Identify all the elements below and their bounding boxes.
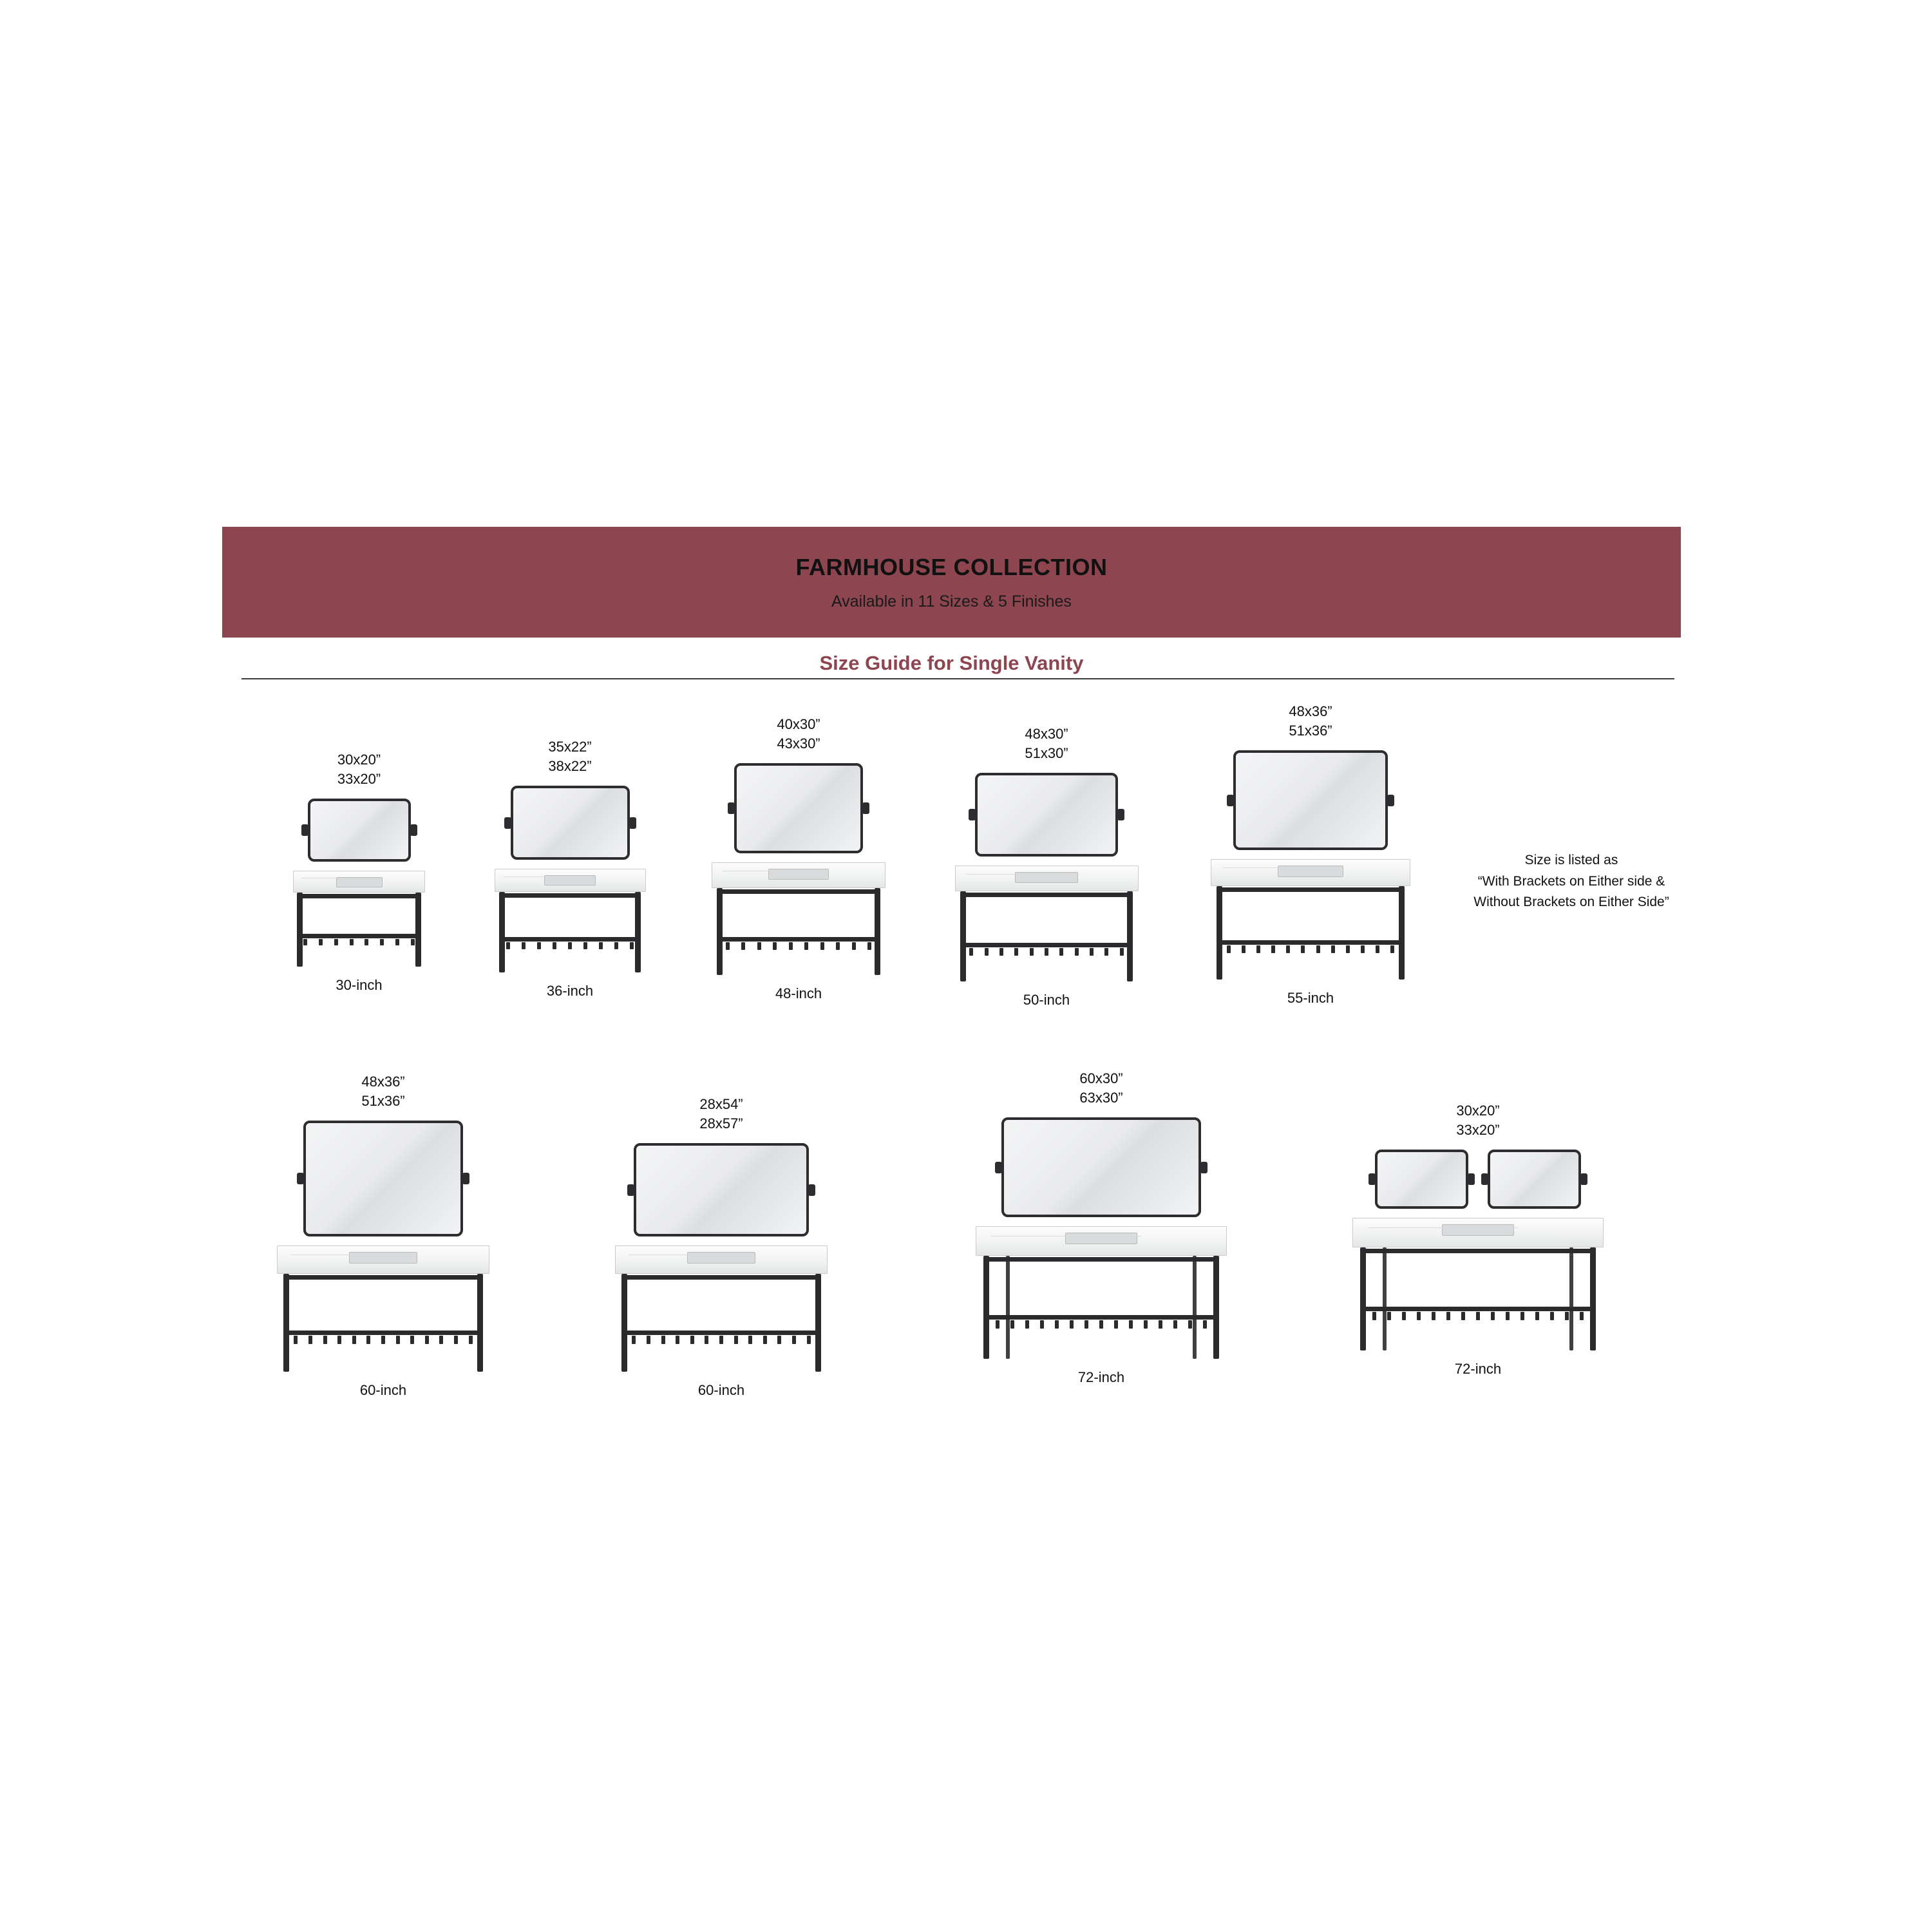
mirror-bracket-left-icon <box>969 809 976 820</box>
shelf-slat <box>804 942 808 950</box>
sink-basin <box>336 877 383 887</box>
shelf-slat <box>308 1336 312 1344</box>
vanity-icon <box>615 1245 828 1372</box>
vanity-caption: 48-inch <box>775 985 822 1002</box>
shelf-slat <box>1173 1320 1177 1329</box>
vanity-caption: 72-inch <box>1454 1361 1502 1378</box>
shelf-slat <box>757 942 761 950</box>
shelf-slat <box>1188 1320 1192 1329</box>
shelf-slat <box>969 948 973 956</box>
vanity-leg-right <box>1399 886 1405 980</box>
vanity-unit-55-inch <box>1195 702 1426 1007</box>
shelf-slat <box>999 948 1003 956</box>
mirror-size-without-brackets: 51x36” <box>361 1092 405 1109</box>
vanity-unit-48-inch <box>692 715 905 1002</box>
vanity-rail-shelf <box>1360 1307 1596 1311</box>
countertop <box>955 866 1139 891</box>
vanity-icon <box>1352 1218 1604 1350</box>
mirror-row <box>734 763 863 853</box>
shelf-slat <box>632 1336 636 1344</box>
shelf-slat <box>1331 945 1335 953</box>
shelf-slat <box>381 1336 385 1344</box>
shelf-slat <box>1045 948 1048 956</box>
mirror-bracket-left-icon <box>301 824 308 836</box>
mirror-bracket-left-icon <box>297 1173 304 1184</box>
header-band <box>222 527 1681 638</box>
mirror-size-without-brackets: 51x30” <box>1025 744 1068 761</box>
shelf-slat <box>1014 948 1018 956</box>
shelf-slat <box>1159 1320 1162 1329</box>
mirror-bracket-right-icon <box>1117 809 1124 820</box>
shelf-slat <box>395 939 399 945</box>
mirror-icon <box>1375 1150 1468 1209</box>
vanity-shelf-slats <box>506 942 633 949</box>
mirror-bracket-left-icon <box>627 1184 634 1196</box>
vanity-rail-shelf <box>960 943 1133 947</box>
vanity-frame <box>976 1256 1227 1359</box>
vanity-leg-left <box>1217 886 1222 980</box>
vanity-leg-left <box>1360 1247 1366 1350</box>
shelf-slat <box>454 1336 458 1344</box>
shelf-slat <box>1059 948 1063 956</box>
vanity-shelf-slats <box>996 1320 1207 1329</box>
mirror-bracket-left-icon <box>1481 1173 1488 1185</box>
mirror-bracket-right-icon <box>1580 1173 1587 1185</box>
shelf-slat <box>568 942 572 949</box>
shelf-slat <box>1055 1320 1059 1329</box>
shelf-slat <box>1402 1312 1406 1320</box>
vanity-frame <box>1211 886 1410 980</box>
mirror-bracket-right-icon <box>629 817 636 829</box>
size-note-line-2: “With Brackets on Either side & <box>1477 873 1665 889</box>
mirror-size-label <box>777 715 820 753</box>
vanity-leg-left <box>621 1274 627 1372</box>
vanity-caption: 60-inch <box>359 1382 407 1399</box>
mirror-size-label <box>548 737 591 775</box>
mirror-assembly <box>734 763 863 853</box>
shelf-slat <box>323 1336 327 1344</box>
shelf-slat <box>807 1336 811 1344</box>
shelf-slat <box>1580 1312 1584 1320</box>
shelf-slat <box>836 942 840 950</box>
shelf-slat <box>1565 1312 1569 1320</box>
vanity-leg-inner-left <box>1383 1247 1387 1350</box>
mirror-assembly <box>1233 750 1388 850</box>
vanity-caption: 60-inch <box>697 1382 745 1399</box>
shelf-slat <box>425 1336 429 1344</box>
guide-title-wrap <box>222 638 1681 675</box>
shelf-slat <box>820 942 824 950</box>
vanity-caption: 30-inch <box>336 977 383 994</box>
mirror-size-without-brackets: 33x20” <box>337 770 381 787</box>
countertop <box>712 862 886 888</box>
mirror-assembly-right <box>1488 1150 1581 1209</box>
sink-basin <box>768 869 829 880</box>
mirror-size-label <box>699 1095 743 1133</box>
vanity-rail-shelf <box>297 934 421 938</box>
shelf-slat <box>410 1336 414 1344</box>
header-divider <box>242 678 1674 679</box>
shelf-slat <box>1372 1312 1376 1320</box>
vanity-icon <box>277 1245 489 1372</box>
mirror-size-with-brackets: 30x20” <box>337 752 381 768</box>
shelf-slat <box>294 1336 298 1344</box>
countertop <box>293 871 425 893</box>
shelf-slat <box>583 942 587 949</box>
vanity-caption: 50-inch <box>1023 992 1070 1009</box>
mirror-icon <box>308 799 411 862</box>
mirror-size-without-brackets: 38x22” <box>548 757 592 774</box>
vanity-icon <box>712 862 886 975</box>
header-subtitle: Available in 11 Sizes & 5 Finishes <box>831 592 1072 611</box>
shelf-slat <box>985 948 989 956</box>
mirror-row <box>303 1121 463 1236</box>
mirror-size-with-brackets: 40x30” <box>777 716 820 732</box>
shelf-slat <box>1387 1312 1391 1320</box>
shelf-slat <box>726 942 730 950</box>
mirror-row <box>308 799 411 862</box>
mirror-row <box>1001 1117 1201 1217</box>
mirror-size-label <box>337 750 381 788</box>
mirror-bracket-left-icon <box>1227 795 1234 806</box>
vanity-unit-50-inch <box>937 724 1156 1009</box>
mirror-assembly <box>634 1143 809 1236</box>
shelf-slat <box>1432 1312 1435 1320</box>
mirror-icon <box>1001 1117 1201 1217</box>
shelf-slat <box>1227 945 1231 953</box>
vanity-frame <box>955 891 1139 981</box>
shelf-slat <box>1346 945 1350 953</box>
vanity-rail-top <box>1360 1249 1596 1253</box>
mirror-icon <box>1488 1150 1581 1209</box>
mirror-size-with-brackets: 28x54” <box>699 1096 743 1112</box>
vanity-frame <box>615 1274 828 1372</box>
vanity-shelf-slats <box>294 1336 472 1344</box>
shelf-slat <box>676 1336 679 1344</box>
shelf-slat <box>537 942 541 949</box>
vanity-unit-72-inch-a <box>963 1069 1240 1386</box>
vanity-rail-top <box>297 894 421 898</box>
mirror-size-label <box>1289 702 1332 740</box>
shelf-slat <box>1286 945 1290 953</box>
shelf-slat <box>1476 1312 1480 1320</box>
shelf-slat <box>719 1336 723 1344</box>
mirror-bracket-left-icon <box>728 802 735 814</box>
vanity-leg-left <box>297 893 303 967</box>
shelf-slat <box>789 942 793 950</box>
shelf-slat <box>1361 945 1365 953</box>
mirror-icon <box>975 773 1118 857</box>
shelf-slat <box>777 1336 781 1344</box>
shelf-slat <box>1491 1312 1495 1320</box>
countertop <box>277 1245 489 1274</box>
vanity-shelf-slats <box>1227 945 1394 953</box>
vanity-unit-60-inch-a <box>264 1072 502 1399</box>
shelf-slat <box>350 939 354 945</box>
sink-basin <box>1015 872 1078 883</box>
shelf-slat <box>1520 1312 1524 1320</box>
mirror-size-with-brackets: 48x36” <box>361 1074 405 1090</box>
mirror-icon <box>1233 750 1388 850</box>
shelf-slat <box>773 942 777 950</box>
vanity-leg-right <box>415 893 421 967</box>
shelf-slat <box>1203 1320 1207 1329</box>
sink-basin <box>1278 866 1343 877</box>
vanity-leg-left <box>983 1256 989 1359</box>
size-note <box>1420 850 1723 913</box>
sink-basin <box>349 1252 417 1264</box>
shelf-slat <box>439 1336 443 1344</box>
shelf-slat <box>1104 948 1108 956</box>
shelf-slat <box>365 939 368 945</box>
mirror-size-without-brackets: 28x57” <box>699 1115 743 1132</box>
shelf-slat <box>1390 945 1394 953</box>
shelf-slat <box>1025 1320 1029 1329</box>
shelf-slat <box>1506 1312 1510 1320</box>
size-guide-sheet <box>222 527 1681 675</box>
shelf-slat <box>996 1320 999 1329</box>
sink-basin <box>544 875 596 886</box>
shelf-slat <box>705 1336 708 1344</box>
shelf-slat <box>1271 945 1275 953</box>
vanity-rail-top <box>717 889 880 894</box>
vanity-leg-right <box>477 1274 483 1372</box>
shelf-slat <box>763 1336 767 1344</box>
mirror-size-with-brackets: 30x20” <box>1456 1103 1500 1119</box>
mirror-size-label <box>1025 724 1068 762</box>
vanity-icon <box>976 1226 1227 1359</box>
vanity-rail-shelf <box>717 937 880 942</box>
vanity-rail-shelf <box>983 1315 1220 1320</box>
mirror-row <box>975 773 1118 857</box>
mirror-size-label <box>1079 1069 1122 1107</box>
vanity-shelf-slats <box>969 948 1123 956</box>
shelf-slat <box>748 1336 752 1344</box>
shelf-slat <box>741 942 745 950</box>
sink-basin <box>687 1252 755 1264</box>
shelf-slat <box>792 1336 796 1344</box>
mirror-bracket-right-icon <box>1387 795 1394 806</box>
shelf-slat <box>1417 1312 1421 1320</box>
mirror-assembly-left <box>1375 1150 1468 1209</box>
mirror-row <box>1233 750 1388 850</box>
vanity-rail-top <box>621 1275 821 1280</box>
vanity-rail-top <box>499 893 641 898</box>
vanity-frame <box>277 1274 489 1372</box>
mirror-icon <box>734 763 863 853</box>
shelf-slat <box>1040 1320 1044 1329</box>
shelf-slat <box>522 942 526 949</box>
shelf-slat <box>690 1336 694 1344</box>
vanity-unit-72-inch-b <box>1340 1101 1616 1378</box>
mirror-size-label <box>361 1072 404 1110</box>
vanity-leg-right <box>635 892 641 972</box>
mirror-assembly <box>1001 1117 1201 1217</box>
vanity-rail-top <box>283 1275 483 1280</box>
vanity-shelf-slats <box>726 942 872 950</box>
sink-basin <box>1442 1224 1514 1236</box>
mirror-assembly <box>511 786 630 860</box>
vanity-leg-inner-left <box>1006 1256 1010 1359</box>
shelf-slat <box>396 1336 400 1344</box>
vanity-shelf-slats <box>632 1336 810 1344</box>
vanity-unit-60-inch-b <box>602 1095 840 1399</box>
shelf-slat <box>1256 945 1260 953</box>
vanity-shelf-slats <box>1372 1312 1584 1320</box>
mirror-bracket-right-icon <box>1468 1173 1475 1185</box>
mirror-size-with-brackets: 48x30” <box>1025 726 1068 742</box>
shelf-slat <box>506 942 510 949</box>
vanity-leg-left <box>717 888 723 975</box>
shelf-slat <box>553 942 556 949</box>
shelf-slat <box>1550 1312 1554 1320</box>
shelf-slat <box>630 942 634 949</box>
vanity-frame <box>293 893 425 967</box>
shelf-slat <box>1030 948 1034 956</box>
shelf-slat <box>1144 1320 1148 1329</box>
vanity-leg-left <box>499 892 505 972</box>
shelf-slat <box>1316 945 1320 953</box>
shelf-slat <box>867 942 871 950</box>
mirror-size-without-brackets: 51x36” <box>1289 722 1332 739</box>
mirror-row <box>511 786 630 860</box>
vanity-caption: 72-inch <box>1077 1369 1125 1386</box>
shelf-slat <box>380 939 384 945</box>
countertop <box>976 1226 1227 1256</box>
mirror-assembly <box>308 799 411 862</box>
shelf-slat <box>1090 948 1094 956</box>
vanity-icon <box>495 869 646 972</box>
vanity-leg-inner-right <box>1569 1247 1573 1350</box>
shelf-slat <box>1120 948 1124 956</box>
shelf-slat <box>647 1336 650 1344</box>
shelf-slat <box>1242 945 1245 953</box>
mirror-size-label <box>1456 1101 1499 1139</box>
vanity-leg-left <box>283 1274 289 1372</box>
shelf-slat <box>1376 945 1379 953</box>
vanity-unit-30-inch <box>277 750 441 994</box>
vanity-icon <box>1211 859 1410 980</box>
shelf-slat <box>661 1336 665 1344</box>
shelf-slat <box>337 1336 341 1344</box>
vanity-leg-left <box>960 891 966 981</box>
countertop <box>495 869 646 892</box>
countertop <box>1352 1218 1604 1247</box>
vanity-icon <box>955 866 1139 981</box>
vanity-caption: 55-inch <box>1287 990 1334 1007</box>
guide-title: Size Guide for Single Vanity <box>819 652 1084 674</box>
mirror-row <box>634 1143 809 1236</box>
countertop <box>1211 859 1410 886</box>
mirror-bracket-left-icon <box>1368 1173 1376 1185</box>
shelf-slat <box>469 1336 473 1344</box>
vanity-rail-shelf <box>621 1331 821 1335</box>
mirror-size-without-brackets: 33x20” <box>1456 1121 1500 1138</box>
mirror-row <box>1375 1150 1581 1209</box>
size-note-line-1: Size is listed as <box>1524 853 1618 867</box>
mirror-bracket-right-icon <box>410 824 417 836</box>
vanity-leg-right <box>875 888 880 975</box>
shelf-slat <box>303 939 307 945</box>
vanity-frame <box>712 888 886 975</box>
mirror-assembly <box>303 1121 463 1236</box>
vanity-shelf-slats <box>303 939 414 945</box>
shelf-slat <box>334 939 338 945</box>
shelf-slat <box>1129 1320 1133 1329</box>
vanity-leg-right <box>1590 1247 1596 1350</box>
vanity-leg-right <box>815 1274 821 1372</box>
shelf-slat <box>599 942 603 949</box>
shelf-slat <box>1070 1320 1074 1329</box>
shelf-slat <box>1099 1320 1103 1329</box>
mirror-icon <box>303 1121 463 1236</box>
vanity-rail-top <box>1217 887 1404 892</box>
vanity-caption: 36-inch <box>546 983 594 999</box>
shelf-slat <box>1461 1312 1465 1320</box>
vanity-unit-36-inch <box>477 737 663 999</box>
shelf-slat <box>852 942 856 950</box>
mirror-icon <box>511 786 630 860</box>
sink-basin <box>1065 1233 1137 1244</box>
vanity-leg-right <box>1127 891 1133 981</box>
shelf-slat <box>1446 1312 1450 1320</box>
shelf-slat <box>1301 945 1305 953</box>
mirror-bracket-left-icon <box>504 817 511 829</box>
vanity-leg-inner-right <box>1193 1256 1197 1359</box>
shelf-slat <box>614 942 618 949</box>
page-title: FARMHOUSE COLLECTION <box>795 553 1108 580</box>
vanity-rail-top <box>983 1257 1220 1262</box>
mirror-icon <box>634 1143 809 1236</box>
vanity-frame <box>1352 1247 1604 1350</box>
shelf-slat <box>1114 1320 1118 1329</box>
shelf-slat <box>319 939 323 945</box>
mirror-size-without-brackets: 43x30” <box>777 735 820 752</box>
shelf-slat <box>1010 1320 1014 1329</box>
vanity-rail-shelf <box>499 937 641 942</box>
shelf-slat <box>1075 948 1079 956</box>
vanity-icon <box>293 871 425 967</box>
shelf-slat <box>734 1336 738 1344</box>
mirror-size-with-brackets: 60x30” <box>1079 1070 1123 1086</box>
shelf-slat <box>1535 1312 1539 1320</box>
mirror-assembly <box>975 773 1118 857</box>
vanity-leg-right <box>1213 1256 1219 1359</box>
vanity-rail-top <box>960 893 1133 897</box>
mirror-size-without-brackets: 63x30” <box>1079 1089 1123 1106</box>
mirror-size-with-brackets: 48x36” <box>1289 703 1332 719</box>
mirror-bracket-right-icon <box>462 1173 469 1184</box>
vanity-rail-shelf <box>283 1331 483 1335</box>
mirror-bracket-right-icon <box>862 802 869 814</box>
size-note-line-3: Without Brackets on Either Side” <box>1473 895 1669 910</box>
shelf-slat <box>1084 1320 1088 1329</box>
shelf-slat <box>411 939 415 945</box>
mirror-size-with-brackets: 35x22” <box>548 739 592 755</box>
vanity-rail-shelf <box>1217 940 1404 945</box>
mirror-bracket-right-icon <box>1200 1162 1208 1173</box>
mirror-bracket-right-icon <box>808 1184 815 1196</box>
mirror-bracket-left-icon <box>995 1162 1002 1173</box>
shelf-slat <box>352 1336 356 1344</box>
countertop <box>615 1245 828 1274</box>
vanity-frame <box>495 892 646 972</box>
shelf-slat <box>366 1336 370 1344</box>
